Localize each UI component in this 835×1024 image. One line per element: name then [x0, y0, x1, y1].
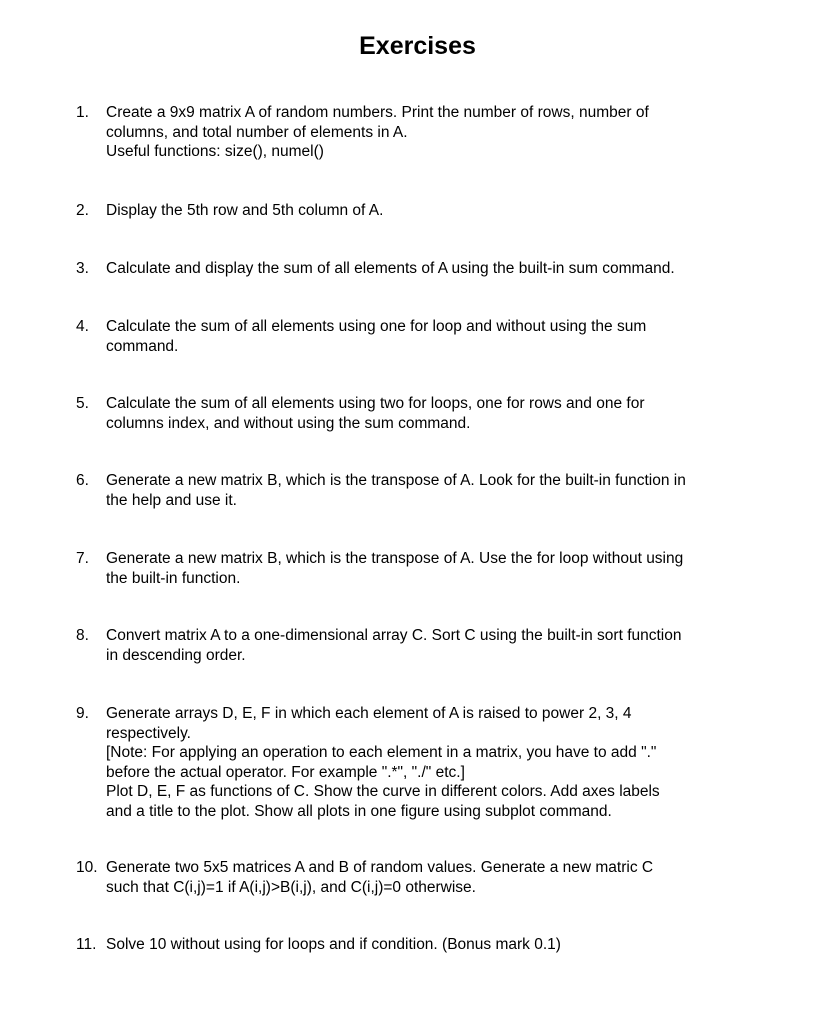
exercise-line: Plot D, E, F as functions of C. Show the curve in different colors. Add axes labels	[106, 783, 660, 800]
exercise-line: such that C(i,j)=1 if A(i,j)>B(i,j), and C(i,j)=0 otherwise.	[106, 878, 476, 896]
exercise-11	[76, 935, 746, 955]
exercise-line: columns index, and without using the sum command.	[106, 414, 471, 432]
exercise-text	[106, 704, 746, 821]
exercise-3	[76, 259, 746, 279]
exercise-8	[76, 626, 746, 665]
exercise-5	[76, 394, 746, 433]
exercise-number: 11.	[76, 936, 97, 953]
exercise-line: command.	[106, 337, 179, 355]
exercise-line: [Note: For applying an operation to each element in a matrix, you have to add "."	[106, 744, 657, 761]
exercise-text	[106, 259, 746, 279]
exercise-text	[106, 471, 746, 510]
exercise-line: columns, and total number of elements in A.	[106, 123, 408, 141]
exercise-line: Display the 5th row and 5th column of A.	[106, 202, 384, 219]
exercise-text	[106, 317, 746, 356]
exercise-text	[106, 394, 746, 433]
exercise-line: in descending order.	[106, 646, 246, 664]
exercise-line: Generate a new matrix B, which is the transpose of A. Look for the built-in function in	[106, 472, 686, 489]
exercise-4	[76, 317, 746, 356]
exercise-number: 5.	[76, 395, 89, 412]
exercise-2	[76, 201, 746, 221]
exercise-text	[106, 103, 746, 162]
exercise-line: Solve 10 without using for loops and if condition. (Bonus mark 0.1)	[106, 936, 561, 953]
exercise-line: Create a 9x9 matrix A of random numbers. Print the number of rows, number of	[106, 104, 649, 121]
exercise-line: Generate arrays D, E, F in which each element of A is raised to power 2, 3, 4	[106, 705, 632, 722]
exercise-line: respectively.	[106, 724, 191, 742]
exercise-line: Calculate the sum of all elements using two for loops, one for rows and one for	[106, 395, 645, 412]
exercise-6	[76, 471, 746, 510]
exercise-line: Convert matrix A to a one-dimensional array C. Sort C using the built-in sort function	[106, 627, 682, 644]
exercise-number: 8.	[76, 627, 89, 644]
exercise-text	[106, 858, 746, 897]
exercise-line: Calculate and display the sum of all elements of A using the built-in sum command.	[106, 260, 675, 277]
exercise-line: the built-in function.	[106, 569, 241, 587]
exercise-1	[76, 103, 746, 162]
page-title: Exercises	[359, 32, 476, 60]
exercise-text	[106, 549, 746, 588]
exercise-10	[76, 858, 746, 897]
exercise-number: 7.	[76, 550, 89, 567]
exercise-text	[106, 626, 746, 665]
exercise-7	[76, 549, 746, 588]
exercise-line: Generate a new matrix B, which is the transpose of A. Use the for loop without using	[106, 550, 684, 567]
exercise-number: 3.	[76, 260, 89, 277]
exercise-number: 2.	[76, 202, 89, 219]
exercise-line: Calculate the sum of all elements using one for loop and without using the sum	[106, 318, 647, 335]
exercise-line: Useful functions: size(), numel()	[106, 143, 324, 160]
exercise-number: 10.	[76, 859, 98, 876]
exercise-line: Generate two 5x5 matrices A and B of random values. Generate a new matric C	[106, 859, 654, 876]
exercise-number: 9.	[76, 705, 89, 722]
exercise-line: and a title to the plot. Show all plots in one figure using subplot command.	[106, 802, 612, 820]
exercise-number: 4.	[76, 318, 89, 335]
exercise-number: 1.	[76, 104, 89, 121]
exercise-line: the help and use it.	[106, 491, 237, 509]
exercise-text	[106, 935, 746, 955]
exercise-text	[106, 201, 746, 221]
exercise-number: 6.	[76, 472, 89, 489]
exercise-line: before the actual operator. For example ".*", "./" etc.]	[106, 763, 465, 781]
exercise-9	[76, 704, 746, 821]
